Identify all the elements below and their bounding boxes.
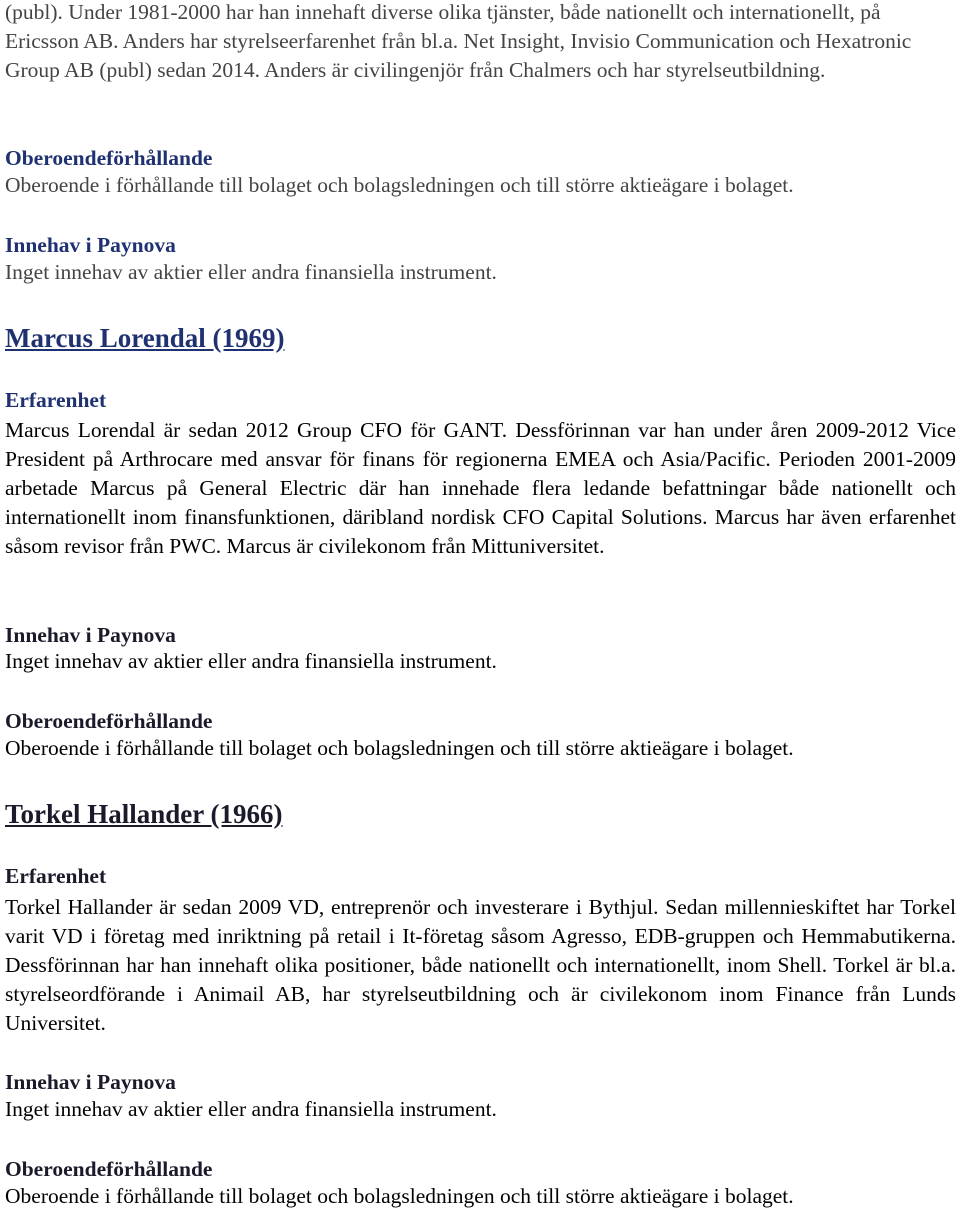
intro-independence-heading: Oberoendeförhållande [5,146,213,170]
holdings-text: Inget innehav av aktier eller andra finansiella instrument. [5,1097,497,1121]
intro-holdings-text: Inget innehav av aktier eller andra finansiella instrument. [5,260,497,284]
holdings-heading: Innehav i Paynova [5,1070,176,1094]
independence-text: Oberoende i förhållande till bolaget och bolagsledningen och till större aktieägare i bolaget. [5,736,794,760]
experience-text: Marcus Lorendal är sedan 2012 Group CFO för GANT. Dessförinnan var han under åren 2009-2012 Vice President på Arthrocare med ansvar för finans för regionerna EMEA och Asia/Pacific. Perioden 2001-2009 arbetade Marcus på General Electric där han innehade flera ledande befattningar både nationellt och internationellt inom finansfunktionen, däribland nordisk CFO Capital Solutions. Marcus har även erfarenhet såsom revisor från PWC. Marcus är civilekonom från Mittuniversitet. [5,418,956,558]
experience-heading: Erfarenhet [5,388,107,412]
holdings-heading: Innehav i Paynova [5,623,176,647]
experience-heading: Erfarenhet [5,864,107,888]
intro-independence-text: Oberoende i förhållande till bolaget och bolagsledningen och till större aktieägare i bolaget. [5,173,794,197]
person-heading-torkel-hallander: Torkel Hallander (1966) [5,799,283,829]
independence-heading: Oberoendeförhållande [5,1157,213,1181]
experience-text: Torkel Hallander är sedan 2009 VD, entreprenör och investerare i Bythjul. Sedan millennieskiftet har Torkel varit VD i företag med inriktning på retail i It-företag såsom Agresso, EDB-gruppen och Hemmabutikerna. Dessförinnan har han innehaft olika positioner, både nationellt och internationellt, inom Shell. Torkel är bl.a. styrelseordförande i Animail AB, har styrelseutbildning och är civilekonom inom Finance från Lunds Universitet. [5,895,956,1035]
holdings-text: Inget innehav av aktier eller andra finansiella instrument. [5,649,497,673]
intro-holdings-heading: Innehav i Paynova [5,233,176,257]
intro-paragraph: (publ). Under 1981-2000 har han innehaft diverse olika tjänster, både nationellt och internationellt, på Ericsson AB. Anders har styrelseerfarenhet från bl.a. Net Insight, Invisio Communication och Hexatronic Group AB (publ) sedan 2014. Anders är civilingenjör från Chalmers och har styrelseutbildning. [5,0,912,82]
independence-heading: Oberoendeförhållande [5,709,213,733]
person-heading-marcus-lorendal: Marcus Lorendal (1969) [5,323,285,353]
independence-text: Oberoende i förhållande till bolaget och bolagsledningen och till större aktieägare i bolaget. [5,1184,794,1208]
